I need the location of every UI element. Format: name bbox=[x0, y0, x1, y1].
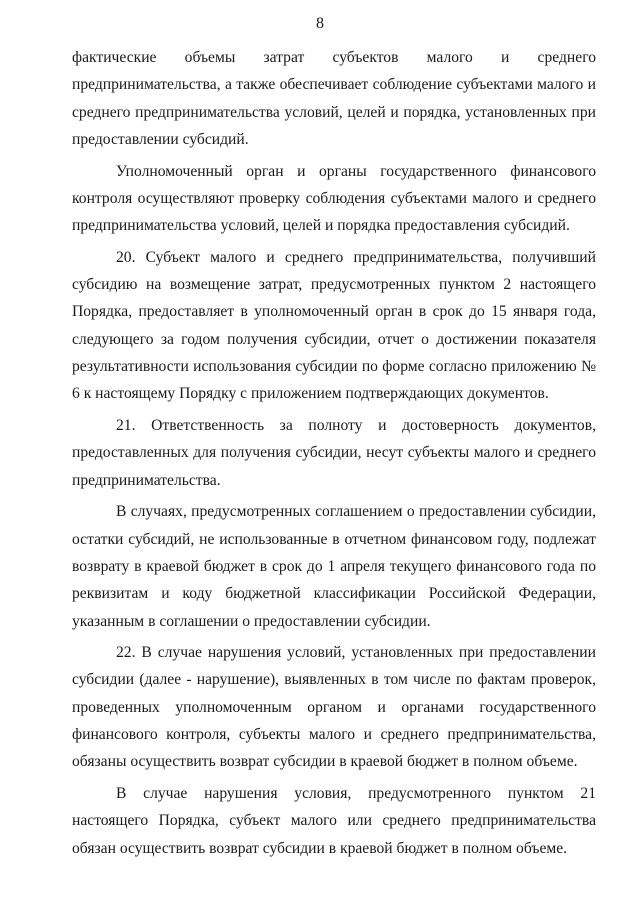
paragraph-item-22: 22. В случае нарушения условий, установленных при предоставлении субсидии (далее - нарушение), выявленных в том числе по фактам проверок, проведенных уполномоченным органом и органами государственного финансового контроля, субъекты малого и среднего предпринимательства, обязаны осуществить возврат субсидии в краевой бюджет в полном объеме. bbox=[72, 644, 596, 771]
document-body bbox=[72, 44, 596, 862]
paragraph-continuation: фактические объемы затрат субъектов малого и среднего предпринимательства, а также обеспечивает соблюдение субъектами малого и среднего предпринимательства условий, целей и порядка, установленных при предоставлении субсидий. bbox=[72, 49, 596, 148]
paragraph-item-20: 20. Субъект малого и среднего предпринимательства, получивший субсидию на возмещение затрат, предусмотренных пунктом 2 настоящего Порядка, предоставляет в уполномоченный орган в срок до 15 января года, следующего за годом получения субсидии, отчет о достижении показателя результативности использования субсидии по форме согласно приложению № 6 к настоящему Порядку с приложением подтверждающих документов. bbox=[72, 248, 596, 403]
paragraph-unused-subsidy-return: В случаях, предусмотренных соглашением о предоставлении субсидии, остатки субсидий, не использованные в отчетном финансовом году, подлежат возврату в краевой бюджет в срок до 1 апреля текущего финансового года по реквизитам и коду бюджетной классификации Российской Федерации, указанным в соглашении о предоставлении субсидии. bbox=[72, 503, 596, 630]
page-number: 8 bbox=[316, 15, 324, 32]
paragraph-control-authority: Уполномоченный орган и органы государственного финансового контроля осуществляют проверку соблюдения субъектами малого и среднего предпринимательства условий, целей и порядка предоставления субсидий. bbox=[72, 162, 596, 235]
paragraph-violation-item-21: В случае нарушения условия, предусмотренного пунктом 21 настоящего Порядка, субъект малого или среднего предпринимательства обязан осуществить возврат субсидии в краевой бюджет в полном объеме. bbox=[72, 785, 596, 857]
paragraph-item-21: 21. Ответственность за полноту и достоверность документов, предоставленных для получения субсидии, несут субъекты малого и среднего предпринимательства. bbox=[72, 417, 596, 489]
